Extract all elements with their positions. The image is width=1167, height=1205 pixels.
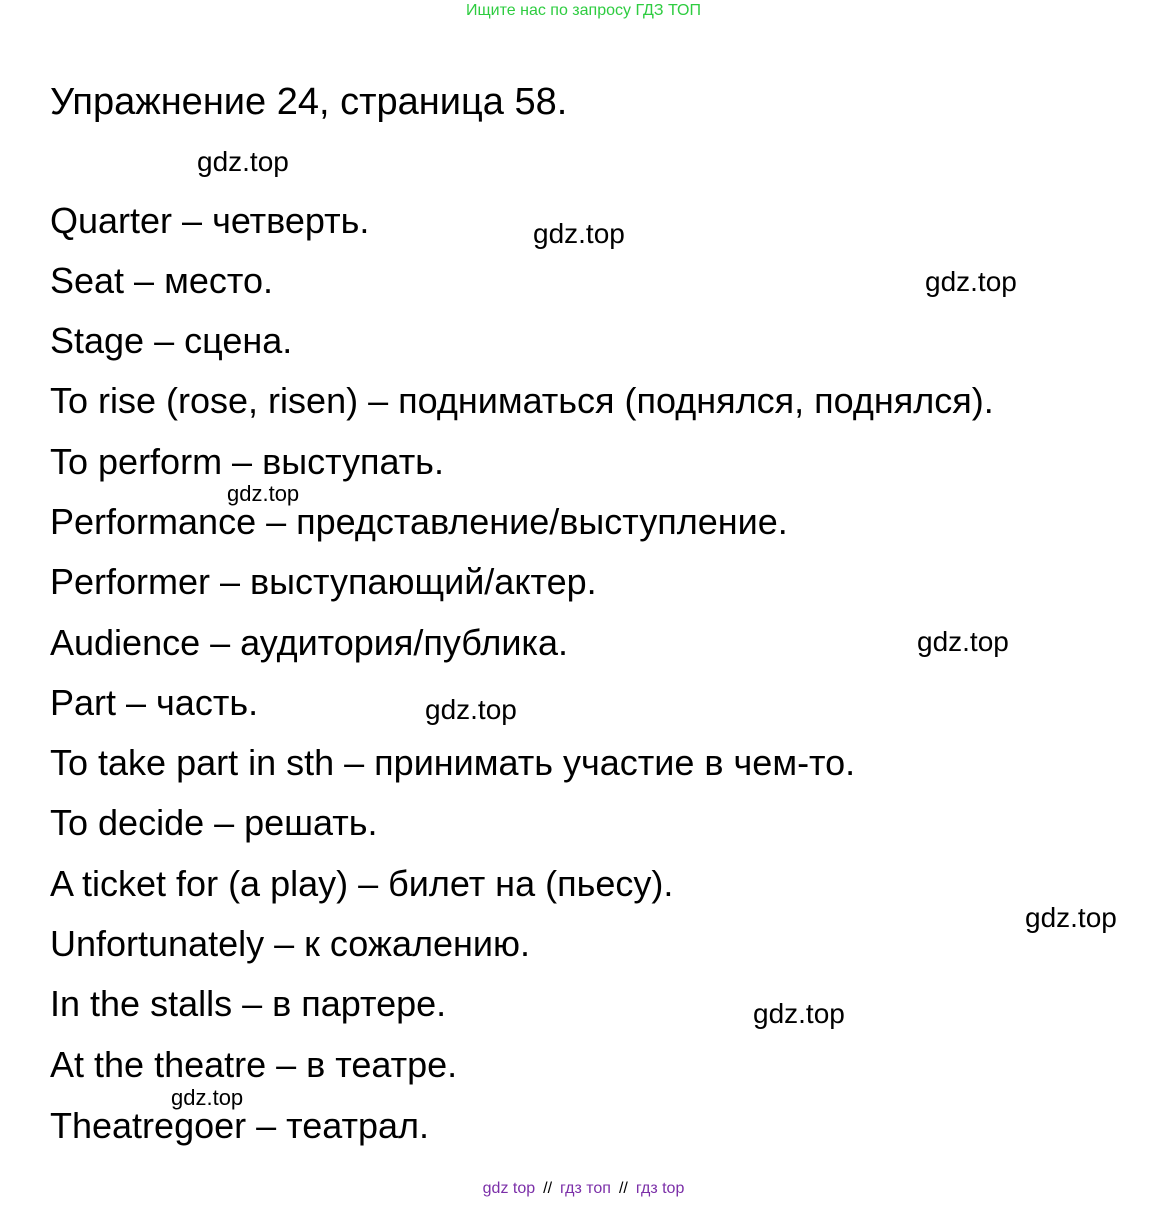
vocab-entry: Unfortunately – к сожалению. [50, 923, 531, 964]
watermark: gdz.top [925, 266, 1017, 297]
watermark: gdz.top [425, 694, 517, 725]
footer-separator: // [618, 1180, 628, 1197]
vocab-entry: At the theatre – в театре. [50, 1044, 458, 1085]
footer-links [0, 1178, 1167, 1200]
vocab-entry: Seat – место. [50, 260, 273, 301]
vocab-entry: Audience – аудитория/публика. [50, 622, 568, 663]
vocab-entry: Performance – представление/выступление. [50, 501, 788, 542]
watermark: gdz.top [753, 998, 845, 1029]
footer-link-gdz-top-ru[interactable]: гдз топ [560, 1180, 611, 1197]
page-title: Упражнение 24, страница 58. [50, 81, 568, 123]
vocab-entry: Stage – сцена. [50, 320, 293, 361]
watermark: gdz.top [171, 1085, 244, 1110]
top-banner: Ищите нас по запросу ГДЗ ТОП [466, 2, 701, 19]
vocab-entry: In the stalls – в партере. [50, 983, 447, 1024]
watermark: gdz.top [533, 218, 625, 249]
vocab-entry: Theatregoer – театрал. [50, 1105, 430, 1146]
vocab-entry: To take part in sth – принимать участие в чем-то. [50, 742, 856, 783]
watermark: gdz.top [227, 481, 300, 506]
vocab-entry: To perform – выступать. [50, 441, 444, 482]
watermark: gdz.top [1025, 902, 1117, 933]
vocab-entry: Performer – выступающий/актер. [50, 561, 597, 602]
vocab-entry: Quarter – четверть. [50, 200, 370, 241]
vocab-entry: To decide – решать. [50, 802, 378, 843]
footer-link-gdz-top-mixed[interactable]: гдз top [635, 1180, 685, 1197]
footer-separator: // [543, 1180, 553, 1197]
watermark: gdz.top [197, 146, 289, 177]
vocab-entry: To rise (rose, risen) – подниматься (поднялся, поднялся). [50, 380, 994, 421]
vocab-entry: A ticket for (a play) – билет на (пьесу). [50, 863, 674, 904]
vocab-entry: Part – часть. [50, 682, 259, 723]
footer-link-gdz-top[interactable]: gdz top [482, 1180, 536, 1197]
watermark: gdz.top [917, 626, 1009, 657]
